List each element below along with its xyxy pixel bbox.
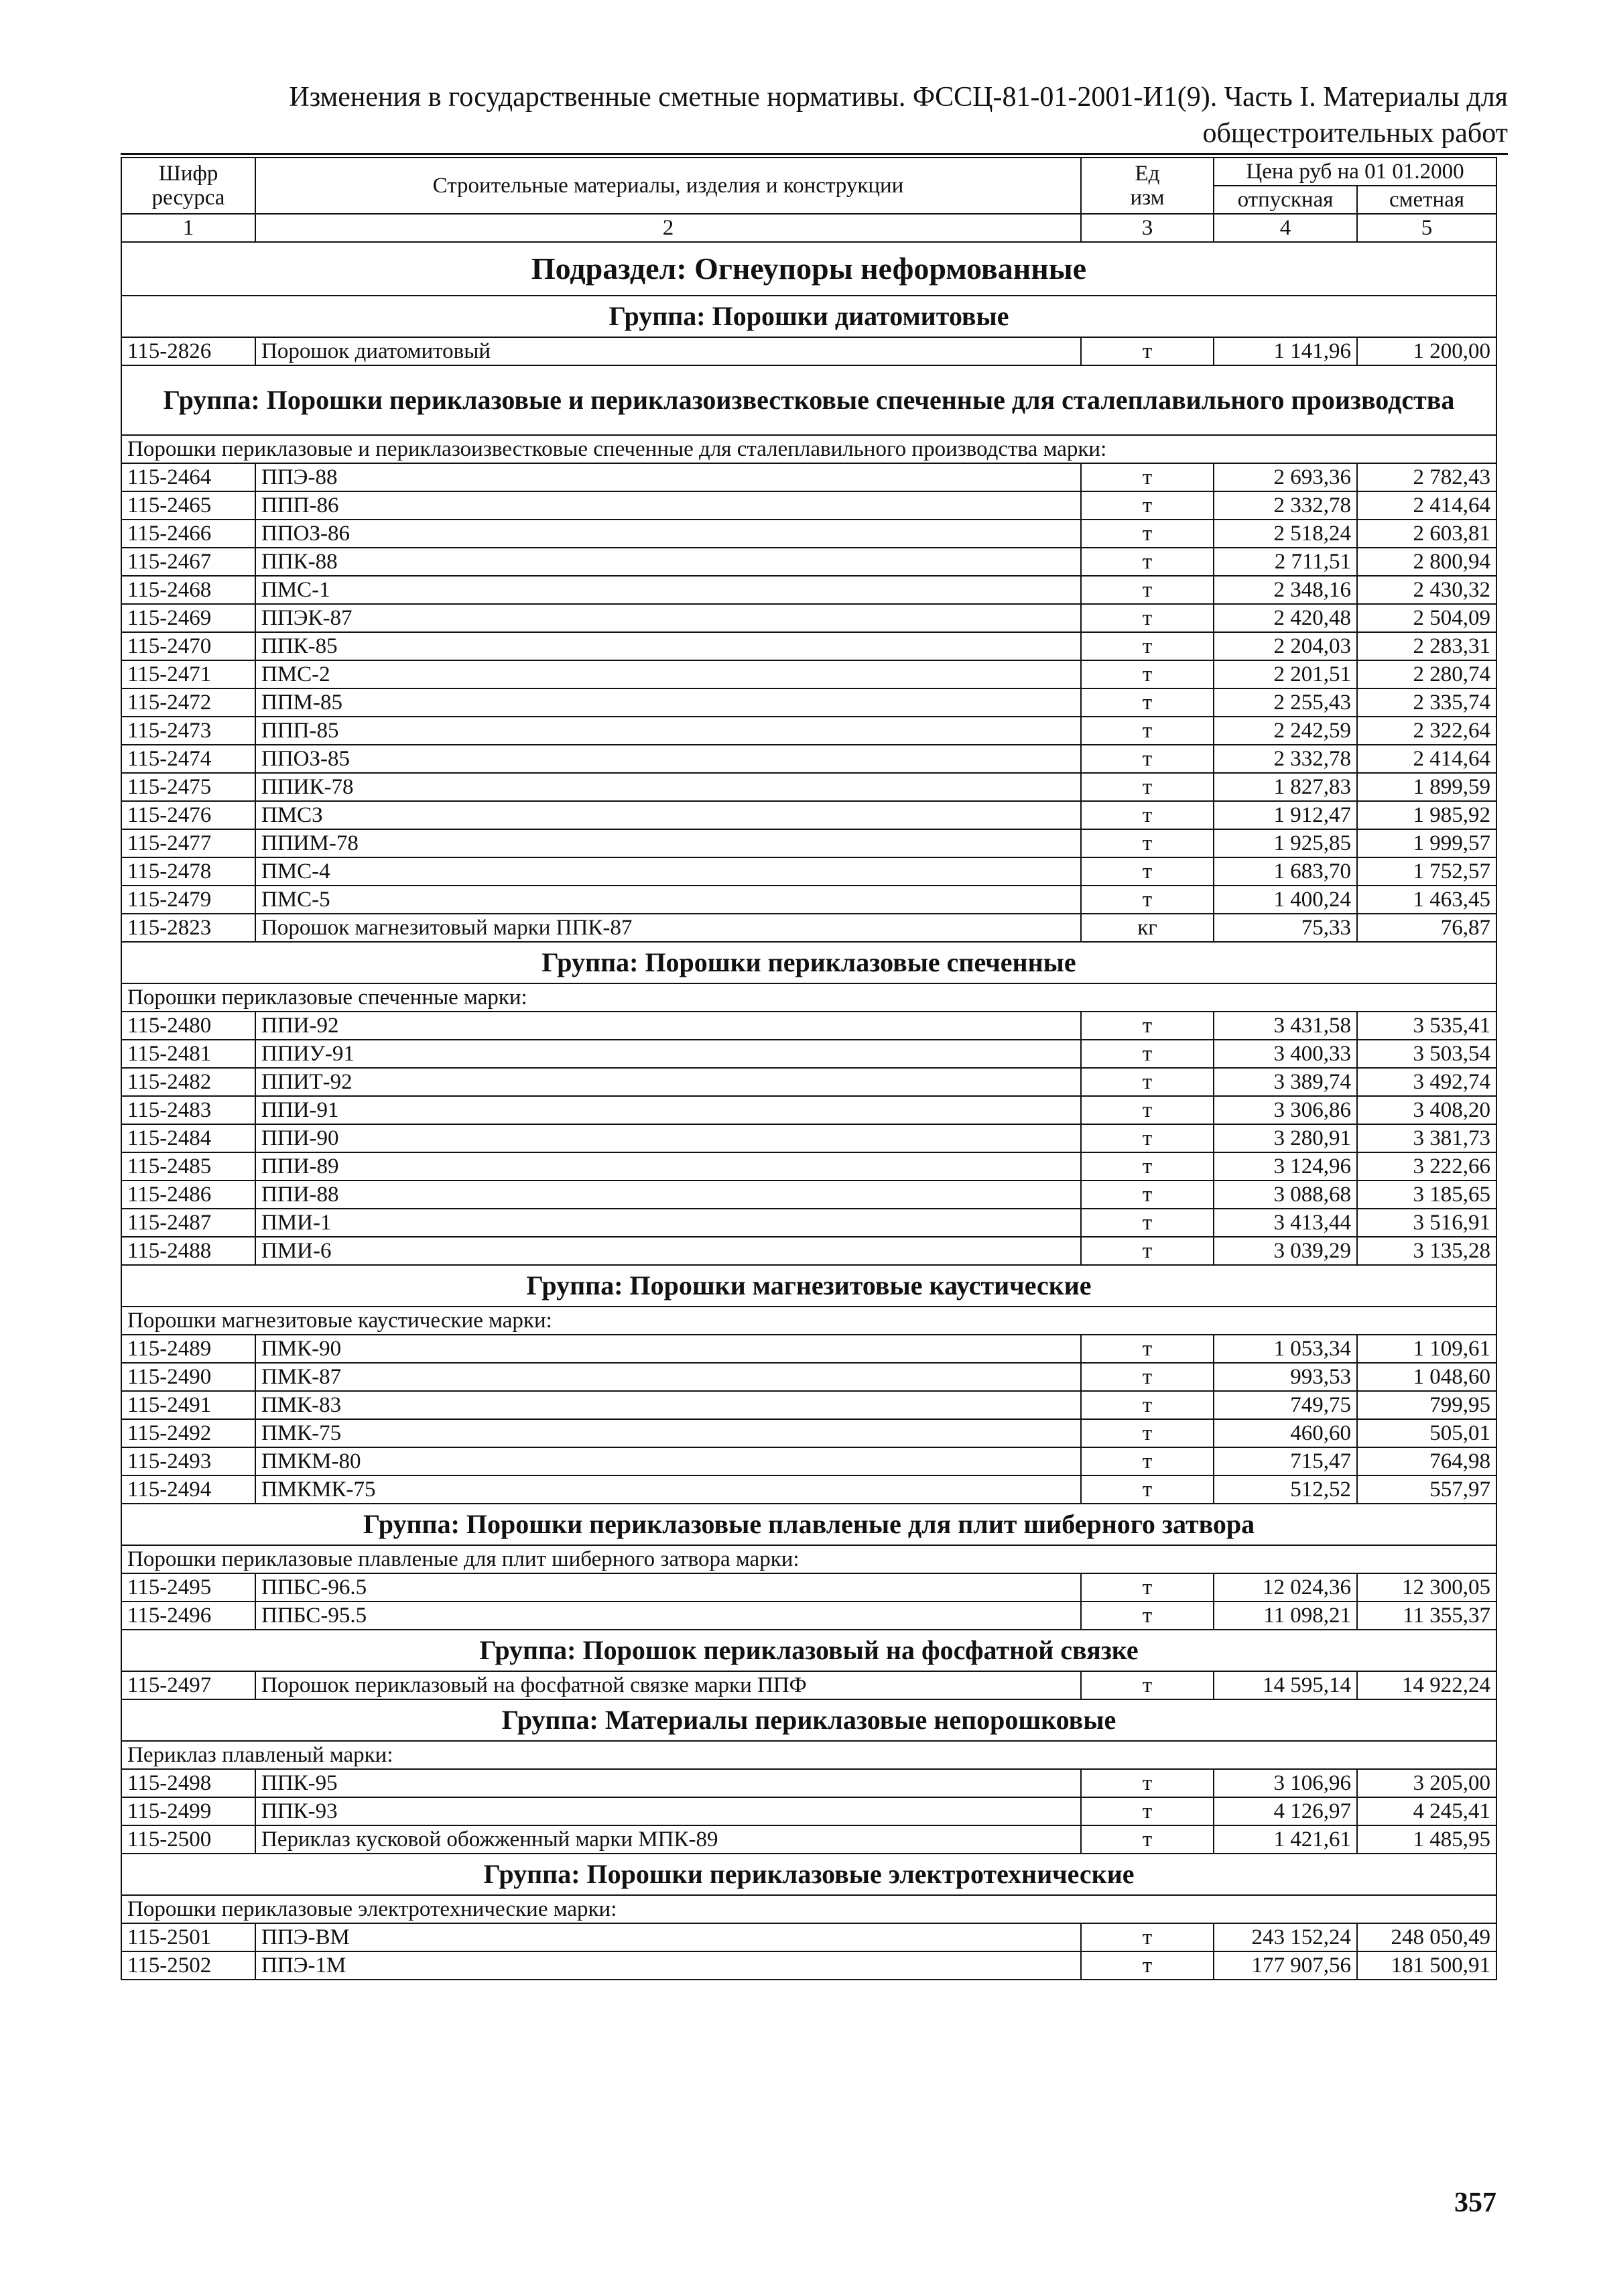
unit-cell: т — [1081, 1012, 1214, 1040]
estimate-price-cell: 2 800,94 — [1357, 548, 1496, 576]
subgroup-title: Периклаз плавленый марки: — [121, 1741, 1496, 1769]
table-row — [121, 1475, 1496, 1504]
col-unit-header: Ед изм — [1081, 158, 1214, 214]
unit-cell: т — [1081, 1825, 1214, 1854]
estimate-price-cell: 4 245,41 — [1357, 1797, 1496, 1825]
table-row — [121, 688, 1496, 717]
table-row — [121, 717, 1496, 745]
unit-cell: т — [1081, 604, 1214, 632]
unit-cell: т — [1081, 773, 1214, 801]
estimate-price-cell: 11 355,37 — [1357, 1602, 1496, 1630]
material-name-cell: ППИТ-92 — [255, 1068, 1081, 1096]
table-row — [121, 1602, 1496, 1630]
table-row — [121, 337, 1496, 365]
material-name-cell: ППИ-90 — [255, 1124, 1081, 1152]
unit-cell: т — [1081, 1363, 1214, 1391]
group-title: Группа: Порошки периклазовые плавленые для плит шиберного затвора — [121, 1504, 1496, 1545]
material-name-cell: ППП-85 — [255, 717, 1081, 745]
resource-code-cell: 115-2464 — [121, 463, 255, 491]
material-name-cell: ПМИ-6 — [255, 1237, 1081, 1265]
unit-cell: т — [1081, 576, 1214, 604]
estimate-price-cell: 1 999,57 — [1357, 829, 1496, 857]
unit-cell: т — [1081, 1152, 1214, 1181]
header-rule — [121, 153, 1508, 155]
release-price-cell: 2 693,36 — [1214, 463, 1357, 491]
release-price-cell: 2 242,59 — [1214, 717, 1357, 745]
unit-cell: т — [1081, 1447, 1214, 1475]
estimate-price-cell: 12 300,05 — [1357, 1573, 1496, 1602]
resource-code-cell: 115-2466 — [121, 520, 255, 548]
table-row — [121, 491, 1496, 520]
subgroup-row — [121, 1545, 1496, 1573]
material-name-cell: ППП-86 — [255, 491, 1081, 520]
unit-cell: т — [1081, 1209, 1214, 1237]
material-name-cell: ППЭ-1М — [255, 1951, 1081, 1980]
material-name-cell: ППИ-88 — [255, 1181, 1081, 1209]
resource-code-cell: 115-2476 — [121, 801, 255, 829]
unit-cell: т — [1081, 886, 1214, 914]
table-row — [121, 829, 1496, 857]
release-price-cell: 749,75 — [1214, 1391, 1357, 1419]
page-header — [121, 79, 1508, 152]
subgroup-row — [121, 1895, 1496, 1923]
material-name-cell: Периклаз кусковой обожженный марки МПК-89 — [255, 1825, 1081, 1854]
table-row — [121, 773, 1496, 801]
table-row — [121, 1573, 1496, 1602]
table-row — [121, 463, 1496, 491]
resource-code-cell: 115-2480 — [121, 1012, 255, 1040]
material-name-cell: ППИМ-78 — [255, 829, 1081, 857]
resource-code-cell: 115-2501 — [121, 1923, 255, 1951]
material-name-cell: Порошок диатомитовый — [255, 337, 1081, 365]
subgroup-title: Порошки периклазовые спеченные марки: — [121, 983, 1496, 1012]
col-number: 2 — [255, 214, 1081, 242]
subgroup-title: Порошки периклазовые и периклазоизвестковые спеченные для сталеплавильного производства марки: — [121, 435, 1496, 463]
group-title: Группа: Порошки периклазовые электротехнические — [121, 1854, 1496, 1895]
release-price-cell: 12 024,36 — [1214, 1573, 1357, 1602]
unit-cell: т — [1081, 1671, 1214, 1699]
group-row — [121, 1854, 1496, 1895]
unit-cell: т — [1081, 1335, 1214, 1363]
price-table — [121, 157, 1497, 1980]
resource-code-cell: 115-2494 — [121, 1475, 255, 1504]
resource-code-cell: 115-2482 — [121, 1068, 255, 1096]
estimate-price-cell: 2 782,43 — [1357, 463, 1496, 491]
col-price-release-header: отпускная — [1214, 186, 1357, 214]
estimate-price-cell: 505,01 — [1357, 1419, 1496, 1447]
table-row — [121, 1419, 1496, 1447]
estimate-price-cell: 2 414,64 — [1357, 491, 1496, 520]
release-price-cell: 11 098,21 — [1214, 1602, 1357, 1630]
estimate-price-cell: 1 463,45 — [1357, 886, 1496, 914]
estimate-price-cell: 2 504,09 — [1357, 604, 1496, 632]
estimate-price-cell: 557,97 — [1357, 1475, 1496, 1504]
group-row — [121, 1699, 1496, 1741]
table-row — [121, 1335, 1496, 1363]
release-price-cell: 2 420,48 — [1214, 604, 1357, 632]
estimate-price-cell: 3 381,73 — [1357, 1124, 1496, 1152]
table-row — [121, 1068, 1496, 1096]
estimate-price-cell: 248 050,49 — [1357, 1923, 1496, 1951]
subgroup-title: Порошки периклазовые плавленые для плит шиберного затвора марки: — [121, 1545, 1496, 1573]
table-row — [121, 604, 1496, 632]
material-name-cell: ПМК-90 — [255, 1335, 1081, 1363]
subsection-title: Подраздел: Огнеупоры неформованные — [121, 242, 1496, 296]
unit-cell: т — [1081, 337, 1214, 365]
resource-code-cell: 115-2468 — [121, 576, 255, 604]
resource-code-cell: 115-2474 — [121, 745, 255, 773]
resource-code-cell: 115-2473 — [121, 717, 255, 745]
resource-code-cell: 115-2500 — [121, 1825, 255, 1854]
unit-cell: т — [1081, 688, 1214, 717]
estimate-price-cell: 3 516,91 — [1357, 1209, 1496, 1237]
table-row — [121, 857, 1496, 886]
table-row — [121, 1363, 1496, 1391]
release-price-cell: 3 280,91 — [1214, 1124, 1357, 1152]
estimate-price-cell: 3 492,74 — [1357, 1068, 1496, 1096]
unit-cell: т — [1081, 1181, 1214, 1209]
resource-code-cell: 115-2481 — [121, 1040, 255, 1068]
resource-code-cell: 115-2472 — [121, 688, 255, 717]
release-price-cell: 3 400,33 — [1214, 1040, 1357, 1068]
estimate-price-cell: 1 200,00 — [1357, 337, 1496, 365]
group-row — [121, 296, 1496, 337]
release-price-cell: 177 907,56 — [1214, 1951, 1357, 1980]
unit-cell: т — [1081, 857, 1214, 886]
release-price-cell: 3 106,96 — [1214, 1769, 1357, 1797]
release-price-cell: 3 306,86 — [1214, 1096, 1357, 1124]
table-row — [121, 1769, 1496, 1797]
estimate-price-cell: 799,95 — [1357, 1391, 1496, 1419]
estimate-price-cell: 2 603,81 — [1357, 520, 1496, 548]
resource-code-cell: 115-2469 — [121, 604, 255, 632]
resource-code-cell: 115-2470 — [121, 632, 255, 660]
unit-cell: т — [1081, 1769, 1214, 1797]
material-name-cell: ПМС-4 — [255, 857, 1081, 886]
table-row — [121, 1923, 1496, 1951]
resource-code-cell: 115-2465 — [121, 491, 255, 520]
subgroup-row — [121, 435, 1496, 463]
resource-code-cell: 115-2496 — [121, 1602, 255, 1630]
group-title: Группа: Порошки магнезитовые каустические — [121, 1265, 1496, 1307]
group-row — [121, 365, 1496, 435]
material-name-cell: ППК-93 — [255, 1797, 1081, 1825]
material-name-cell: ПМК-83 — [255, 1391, 1081, 1419]
material-name-cell: ПМИ-1 — [255, 1209, 1081, 1237]
table-row — [121, 914, 1496, 942]
col-price-estimate-header: сметная — [1357, 186, 1496, 214]
table-row — [121, 886, 1496, 914]
estimate-price-cell: 181 500,91 — [1357, 1951, 1496, 1980]
group-title: Группа: Порошки диатомитовые — [121, 296, 1496, 337]
release-price-cell: 3 124,96 — [1214, 1152, 1357, 1181]
table-row — [121, 1012, 1496, 1040]
release-price-cell: 512,52 — [1214, 1475, 1357, 1504]
release-price-cell: 1 141,96 — [1214, 337, 1357, 365]
material-name-cell: ПМК-75 — [255, 1419, 1081, 1447]
material-name-cell: ПМС-5 — [255, 886, 1081, 914]
unit-cell: т — [1081, 829, 1214, 857]
table-row — [121, 1181, 1496, 1209]
release-price-cell: 3 413,44 — [1214, 1209, 1357, 1237]
release-price-cell: 3 389,74 — [1214, 1068, 1357, 1096]
unit-cell: т — [1081, 520, 1214, 548]
header-line-2: общестроительных работ — [1202, 118, 1508, 149]
resource-code-cell: 115-2477 — [121, 829, 255, 857]
estimate-price-cell: 14 922,24 — [1357, 1671, 1496, 1699]
unit-cell: т — [1081, 1040, 1214, 1068]
resource-code-cell: 115-2475 — [121, 773, 255, 801]
table-row — [121, 1797, 1496, 1825]
estimate-price-cell: 1 899,59 — [1357, 773, 1496, 801]
estimate-price-cell: 1 048,60 — [1357, 1363, 1496, 1391]
col-number: 1 — [121, 214, 255, 242]
table-row — [121, 801, 1496, 829]
table-row — [121, 1447, 1496, 1475]
unit-cell: т — [1081, 1391, 1214, 1419]
material-name-cell: ППМ-85 — [255, 688, 1081, 717]
release-price-cell: 2 348,16 — [1214, 576, 1357, 604]
estimate-price-cell: 1 985,92 — [1357, 801, 1496, 829]
unit-cell: т — [1081, 1951, 1214, 1980]
release-price-cell: 993,53 — [1214, 1363, 1357, 1391]
resource-code-cell: 115-2492 — [121, 1419, 255, 1447]
unit-cell: т — [1081, 1096, 1214, 1124]
col-number: 4 — [1214, 214, 1357, 242]
resource-code-cell: 115-2497 — [121, 1671, 255, 1699]
release-price-cell: 715,47 — [1214, 1447, 1357, 1475]
estimate-price-cell: 3 222,66 — [1357, 1152, 1496, 1181]
unit-cell: т — [1081, 1602, 1214, 1630]
table-row — [121, 1237, 1496, 1265]
release-price-cell: 243 152,24 — [1214, 1923, 1357, 1951]
resource-code-cell: 115-2478 — [121, 857, 255, 886]
estimate-price-cell: 2 430,32 — [1357, 576, 1496, 604]
resource-code-cell: 115-2502 — [121, 1951, 255, 1980]
table-row — [121, 1671, 1496, 1699]
table-header-row — [121, 158, 1496, 186]
table-row — [121, 576, 1496, 604]
material-name-cell: ППЭК-87 — [255, 604, 1081, 632]
material-name-cell: ППИ-91 — [255, 1096, 1081, 1124]
material-name-cell: ППИ-92 — [255, 1012, 1081, 1040]
unit-cell: т — [1081, 463, 1214, 491]
resource-code-cell: 115-2826 — [121, 337, 255, 365]
unit-cell: т — [1081, 1124, 1214, 1152]
resource-code-cell: 115-2493 — [121, 1447, 255, 1475]
resource-code-cell: 115-2489 — [121, 1335, 255, 1363]
group-row — [121, 1630, 1496, 1671]
unit-cell: т — [1081, 1419, 1214, 1447]
resource-code-cell: 115-2484 — [121, 1124, 255, 1152]
group-row — [121, 1504, 1496, 1545]
table-row — [121, 520, 1496, 548]
material-name-cell: ППЭ-ВМ — [255, 1923, 1081, 1951]
material-name-cell: ППИ-89 — [255, 1152, 1081, 1181]
material-name-cell: ПМКМК-75 — [255, 1475, 1081, 1504]
material-name-cell: ППК-95 — [255, 1769, 1081, 1797]
material-name-cell: Порошок магнезитовый марки ППК-87 — [255, 914, 1081, 942]
estimate-price-cell: 76,87 — [1357, 914, 1496, 942]
table-row — [121, 1391, 1496, 1419]
table-row — [121, 1951, 1496, 1980]
release-price-cell: 1 912,47 — [1214, 801, 1357, 829]
estimate-price-cell: 3 205,00 — [1357, 1769, 1496, 1797]
estimate-price-cell: 3 503,54 — [1357, 1040, 1496, 1068]
group-title: Группа: Порошки периклазовые и периклазоизвестковые спеченные для сталеплавильного производства — [121, 365, 1496, 435]
material-name-cell: ПМС-1 — [255, 576, 1081, 604]
release-price-cell: 2 332,78 — [1214, 491, 1357, 520]
release-price-cell: 1 827,83 — [1214, 773, 1357, 801]
unit-cell: т — [1081, 548, 1214, 576]
resource-code-cell: 115-2471 — [121, 660, 255, 688]
resource-code-cell: 115-2467 — [121, 548, 255, 576]
resource-code-cell: 115-2487 — [121, 1209, 255, 1237]
table-row — [121, 1124, 1496, 1152]
group-title: Группа: Порошок периклазовый на фосфатной связке — [121, 1630, 1496, 1671]
material-name-cell: ПМС-2 — [255, 660, 1081, 688]
unit-cell: т — [1081, 745, 1214, 773]
material-name-cell: ППИУ-91 — [255, 1040, 1081, 1068]
unit-cell: т — [1081, 717, 1214, 745]
group-row — [121, 942, 1496, 983]
unit-cell: т — [1081, 491, 1214, 520]
estimate-price-cell: 3 185,65 — [1357, 1181, 1496, 1209]
table-row — [121, 1152, 1496, 1181]
estimate-price-cell: 2 283,31 — [1357, 632, 1496, 660]
col-price-header: Цена руб на 01 01.2000 — [1214, 158, 1496, 186]
material-name-cell: ППБС-96.5 — [255, 1573, 1081, 1602]
unit-cell: т — [1081, 1797, 1214, 1825]
release-price-cell: 1 925,85 — [1214, 829, 1357, 857]
unit-cell: т — [1081, 660, 1214, 688]
table-row — [121, 660, 1496, 688]
resource-code-cell: 115-2823 — [121, 914, 255, 942]
material-name-cell: ППЭ-88 — [255, 463, 1081, 491]
release-price-cell: 1 400,24 — [1214, 886, 1357, 914]
estimate-price-cell: 2 322,64 — [1357, 717, 1496, 745]
material-name-cell: ПМКМ-80 — [255, 1447, 1081, 1475]
release-price-cell: 3 088,68 — [1214, 1181, 1357, 1209]
estimate-price-cell: 3 135,28 — [1357, 1237, 1496, 1265]
subgroup-title: Порошки периклазовые электротехнические марки: — [121, 1895, 1496, 1923]
estimate-price-cell: 2 414,64 — [1357, 745, 1496, 773]
group-title: Группа: Порошки периклазовые спеченные — [121, 942, 1496, 983]
release-price-cell: 1 053,34 — [1214, 1335, 1357, 1363]
material-name-cell: ППК-88 — [255, 548, 1081, 576]
estimate-price-cell: 3 535,41 — [1357, 1012, 1496, 1040]
release-price-cell: 1 421,61 — [1214, 1825, 1357, 1854]
header-line-1: Изменения в государственные сметные нормативы. ФССЦ-81-01-2001-И1(9). Часть I. Материалы для — [289, 82, 1508, 113]
col-code-header: Шифр ресурса — [121, 158, 255, 214]
subgroup-row — [121, 1307, 1496, 1335]
unit-cell: т — [1081, 1068, 1214, 1096]
unit-cell: т — [1081, 632, 1214, 660]
release-price-cell: 3 431,58 — [1214, 1012, 1357, 1040]
page-number: 357 — [1454, 2187, 1496, 2218]
group-title: Группа: Материалы периклазовые непорошковые — [121, 1699, 1496, 1741]
table-row — [121, 548, 1496, 576]
resource-code-cell: 115-2491 — [121, 1391, 255, 1419]
estimate-price-cell: 3 408,20 — [1357, 1096, 1496, 1124]
release-price-cell: 2 332,78 — [1214, 745, 1357, 773]
estimate-price-cell: 1 752,57 — [1357, 857, 1496, 886]
material-name-cell: ППОЗ-85 — [255, 745, 1081, 773]
release-price-cell: 14 595,14 — [1214, 1671, 1357, 1699]
col-number: 3 — [1081, 214, 1214, 242]
resource-code-cell: 115-2488 — [121, 1237, 255, 1265]
table-row — [121, 1040, 1496, 1068]
unit-cell: т — [1081, 1923, 1214, 1951]
resource-code-cell: 115-2485 — [121, 1152, 255, 1181]
release-price-cell: 2 204,03 — [1214, 632, 1357, 660]
release-price-cell: 4 126,97 — [1214, 1797, 1357, 1825]
subgroup-row — [121, 1741, 1496, 1769]
col-number: 5 — [1357, 214, 1496, 242]
material-name-cell: ППОЗ-86 — [255, 520, 1081, 548]
release-price-cell: 1 683,70 — [1214, 857, 1357, 886]
resource-code-cell: 115-2498 — [121, 1769, 255, 1797]
material-name-cell: Порошок периклазовый на фосфатной связке марки ППФ — [255, 1671, 1081, 1699]
resource-code-cell: 115-2486 — [121, 1181, 255, 1209]
table-row — [121, 745, 1496, 773]
unit-cell: т — [1081, 1475, 1214, 1504]
release-price-cell: 2 201,51 — [1214, 660, 1357, 688]
estimate-price-cell: 2 335,74 — [1357, 688, 1496, 717]
release-price-cell: 2 711,51 — [1214, 548, 1357, 576]
release-price-cell: 2 255,43 — [1214, 688, 1357, 717]
material-name-cell: ППК-85 — [255, 632, 1081, 660]
unit-cell: т — [1081, 801, 1214, 829]
group-row — [121, 1265, 1496, 1307]
table-row — [121, 1825, 1496, 1854]
material-name-cell: ППБС-95.5 — [255, 1602, 1081, 1630]
table-row — [121, 632, 1496, 660]
resource-code-cell: 115-2495 — [121, 1573, 255, 1602]
resource-code-cell: 115-2483 — [121, 1096, 255, 1124]
material-name-cell: ПМСЗ — [255, 801, 1081, 829]
release-price-cell: 3 039,29 — [1214, 1237, 1357, 1265]
table-row — [121, 1209, 1496, 1237]
table-row — [121, 1096, 1496, 1124]
resource-code-cell: 115-2479 — [121, 886, 255, 914]
subgroup-row — [121, 983, 1496, 1012]
estimate-price-cell: 2 280,74 — [1357, 660, 1496, 688]
resource-code-cell: 115-2499 — [121, 1797, 255, 1825]
release-price-cell: 460,60 — [1214, 1419, 1357, 1447]
release-price-cell: 2 518,24 — [1214, 520, 1357, 548]
unit-cell: кг — [1081, 914, 1214, 942]
estimate-price-cell: 1 109,61 — [1357, 1335, 1496, 1363]
subgroup-title: Порошки магнезитовые каустические марки: — [121, 1307, 1496, 1335]
estimate-price-cell: 1 485,95 — [1357, 1825, 1496, 1854]
material-name-cell: ПМК-87 — [255, 1363, 1081, 1391]
col-name-header: Строительные материалы, изделия и конструкции — [255, 158, 1081, 214]
unit-cell: т — [1081, 1573, 1214, 1602]
subsection-row — [121, 242, 1496, 296]
estimate-price-cell: 764,98 — [1357, 1447, 1496, 1475]
material-name-cell: ППИК-78 — [255, 773, 1081, 801]
unit-cell: т — [1081, 1237, 1214, 1265]
resource-code-cell: 115-2490 — [121, 1363, 255, 1391]
column-number-row — [121, 214, 1496, 242]
release-price-cell: 75,33 — [1214, 914, 1357, 942]
